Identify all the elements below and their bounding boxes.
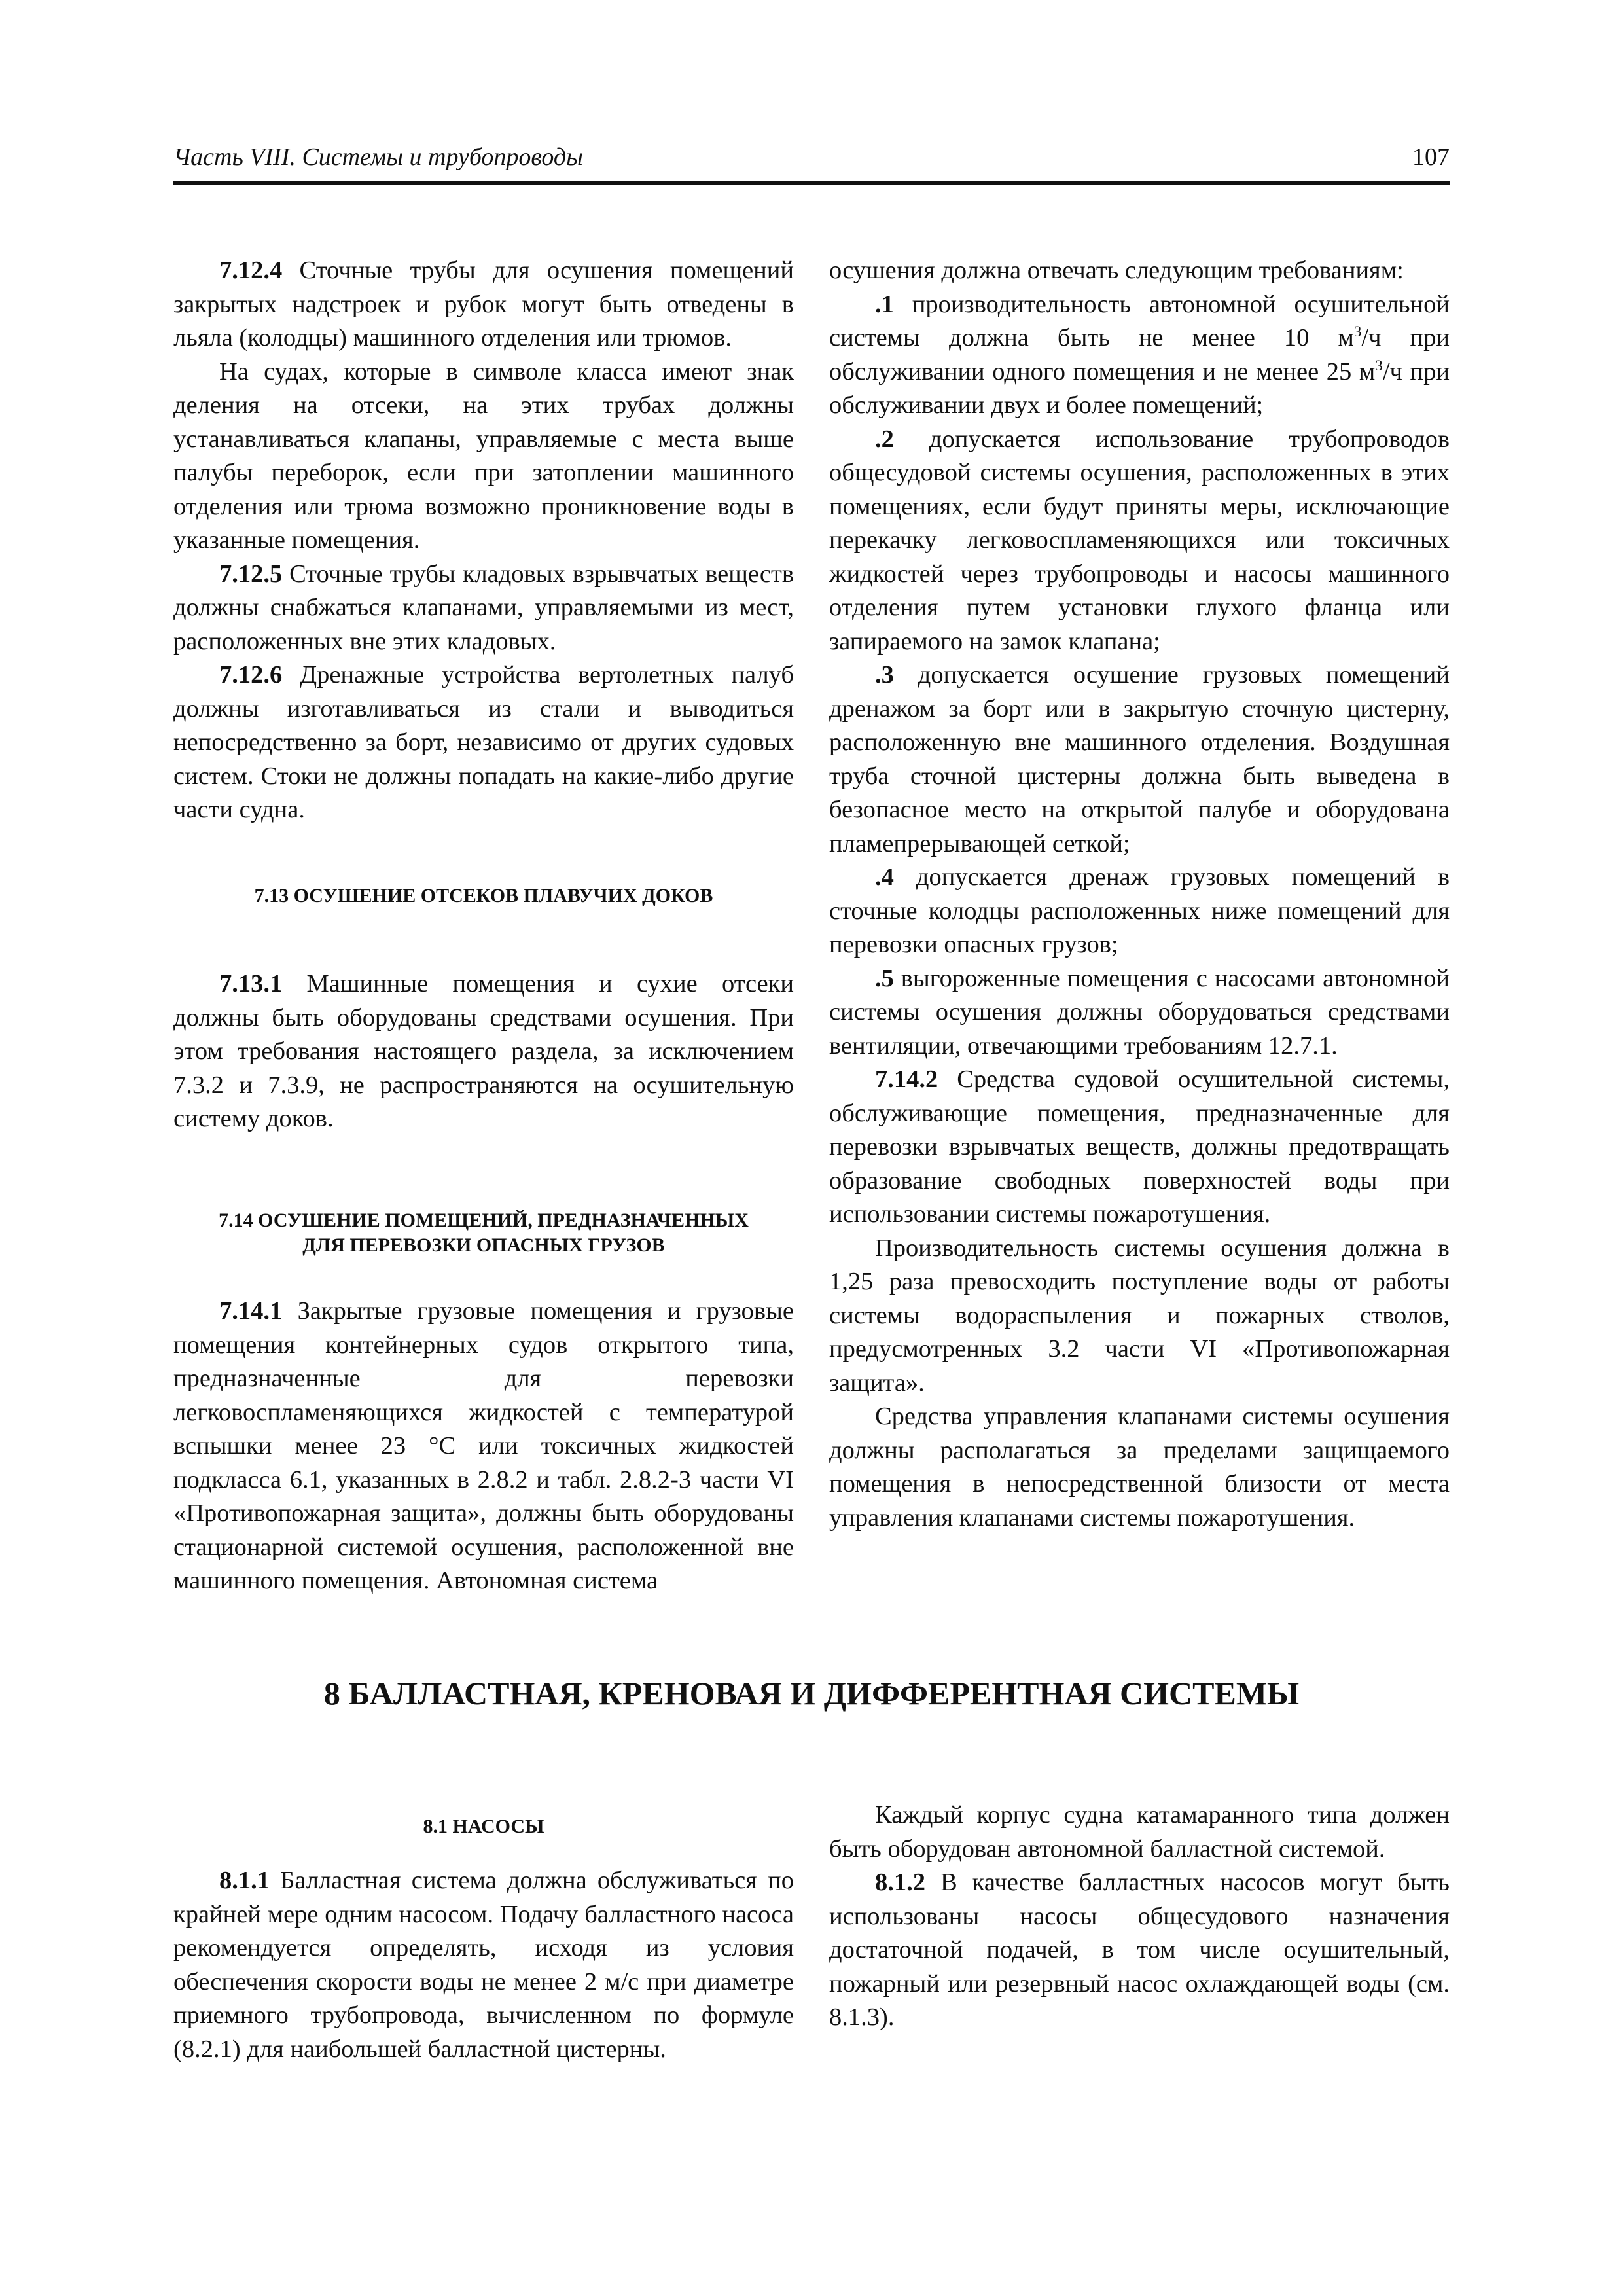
clause-number: 7.14.1 [219, 1297, 283, 1325]
section-heading-7-13: 7.13 ОСУШЕНИЕ ОТСЕКОВ ПЛАВУЧИХ ДОКОВ [254, 885, 713, 906]
clause-number: 8.1.2 [875, 1869, 925, 1896]
paragraph-7-14-1 [173, 1295, 794, 1598]
item-text: допускается использование трубопроводов общесудовой системы осушения, расположенных в этих помещениях, если будут приняты меры, исключающие перекачку легковоспламеняющихся или токсичных жидкостей через трубопроводы и насосы машинного отделения путем установки глухого фланца или запираемого на замок клапана; [829, 425, 1450, 655]
running-title: Часть VIII. Системы и трубопроводы [173, 143, 583, 171]
item-text: допускается осушение грузовых помещений дренажом за борт или в закрытую сточную цистерну, расположенную вне машинного отделения. Воздушная труба сточной цистерны должна быть выведена в безопасное место на открытой палубе и оборудована пламепрерывающей сеткой; [829, 661, 1450, 857]
list-item-1 [829, 288, 1450, 423]
heading-line: 7.14 ОСУШЕНИЕ ПОМЕЩЕНИЙ, ПРЕДНАЗНАЧЕННЫХ [219, 1210, 749, 1231]
page-header [173, 143, 1450, 185]
paragraph-8-1-1 [173, 1864, 794, 2066]
left-column-7-14 [173, 1295, 794, 1598]
section-heading-7-14 [173, 1208, 794, 1258]
paragraph: На судах, которые в символе класса имеют знак деления на отсеки, на этих трубах должны устанавливаться клапаны, управляемые с места выше палубы переборок, если при затоплении машинного отделения или трюма возможно проникновение воды в указанные помещения. [173, 357, 794, 554]
item-text: выгороженные помещения с насосами автономной системы осушения должны оборудоваться средствами вентиляции, отвечающими требованиям 12.7.1. [829, 964, 1450, 1060]
clause-number: 7.12.6 [219, 661, 283, 689]
paragraph-text: Дренажные устройства вертолетных палуб должны изготавливаться из стали и выводиться непосредственно за борт, независимо от других судовых систем. Стоки не должны попадать на какие-либо другие части судна. [173, 661, 794, 823]
paragraph-7-14-2 [829, 1063, 1450, 1232]
item-text: /ч при обслуживании двух и более помещений; [829, 357, 1450, 419]
item-text: допускается дренаж грузовых помещений в сточные колодцы расположенных ниже помещений для перевозки опасных грузов; [829, 863, 1450, 958]
item-number: .4 [875, 863, 894, 891]
clause-number: 7.12.5 [219, 560, 283, 588]
left-column-8-1 [173, 1864, 794, 2066]
paragraph: Производительность системы осушения должна в 1,25 раза превосходить поступление воды от работы системы водораспыления и пожарных стволов, предусмотренных 3.2 части VI «Противопожарная защита». [829, 1234, 1450, 1397]
section-heading-8-1: 8.1 НАСОСЫ [423, 1816, 544, 1837]
paragraph-text: В качестве балластных насосов могут быть использованы насосы общесудового назначения достаточной подачей, в том числе осушительный, пожарный или резервный насос охлаждающей воды (см. 8.1.3). [829, 1869, 1450, 2031]
superscript: 3 [1375, 356, 1383, 374]
paragraph: Средства управления клапанами системы осушения должны располагаться за пределами защищаемого помещения в непосредственной близости от места управления клапанами системы пожаротушения. [829, 1403, 1450, 1532]
left-column-top [173, 254, 794, 827]
clause-number: 7.14.2 [875, 1066, 938, 1093]
paragraph-continuation: осушения должна отвечать следующим требованиям: [829, 257, 1404, 284]
item-text: /ч при обслуживании одного помещения и не менее 25 м [829, 324, 1450, 386]
list-item-2 [829, 423, 1450, 659]
item-number: .1 [875, 290, 894, 318]
paragraph: Каждый корпус судна катамаранного типа должен быть оборудован автономной балластной системой. [829, 1801, 1450, 1863]
paragraph-7-12-4 [173, 254, 794, 355]
paragraph-8-1-2 [829, 1866, 1450, 2035]
item-text: производительность автономной осушительной системы должна быть не менее 10 м [829, 290, 1450, 351]
clause-number: 7.12.4 [219, 257, 283, 284]
superscript: 3 [1353, 323, 1362, 340]
item-number: .3 [875, 661, 894, 689]
clause-number: 7.13.1 [219, 970, 283, 997]
paragraph-text: Закрытые грузовые помещения и грузовые помещения контейнерных судов открытого типа, предназначенные для перевозки легковоспламеняющихся жидкостей с температурой вспышки менее 23 °C или токсичных жидкостей подкласса 6.1, указанных в 2.8.2 и табл. 2.8.2-3 части VI «Противопожарная защита», должны быть оборудованы стационарной системой осушения, расположенной вне машинного помещения. Автономная система [173, 1297, 794, 1594]
paragraph-text: Средства судовой осушительной системы, обслуживающие помещения, предназначенные для перевозки взрывчатых веществ, должны предотвращать образование свободных поверхностей воды при использовании системы пожаротушения. [829, 1066, 1450, 1228]
list-item-3 [829, 658, 1450, 861]
clause-number: 8.1.1 [219, 1867, 270, 1894]
item-number: .5 [875, 964, 894, 992]
paragraph-text: Сточные трубы кладовых взрывчатых веществ должны снабжаться клапанами, управляемыми из мест, расположенных вне этих кладовых. [173, 560, 794, 655]
paragraph-text: Машинные помещения и сухие отсеки должны быть оборудованы средствами осушения. При этом требования настоящего раздела, за исключением 7.3.2 и 7.3.9, не распространяются на осушительную систему доков. [173, 970, 794, 1132]
item-number: .2 [875, 425, 894, 453]
paragraph-7-12-5 [173, 558, 794, 659]
paragraph-text: Сточные трубы для осушения помещений закрытых надстроек и рубок могут быть отведены в льяла (колодцы) машинного отделения или трюмов. [173, 257, 794, 351]
list-item-4 [829, 861, 1450, 962]
list-item-5 [829, 962, 1450, 1064]
chapter-title: 8 БАЛЛАСТНАЯ, КРЕНОВАЯ И ДИФФЕРЕНТНАЯ СИСТЕМЫ [323, 1675, 1300, 1712]
heading-line: ДЛЯ ПЕРЕВОЗКИ ОПАСНЫХ ГРУЗОВ [302, 1234, 665, 1256]
paragraph-7-12-6 [173, 658, 794, 827]
right-column-top [829, 254, 1450, 1535]
right-column-8-1 [829, 1799, 1450, 2035]
paragraph-text: Балластная система должна обслуживаться по крайней мере одним насосом. Подачу балластного насоса рекомендуется определять, исходя из условия обеспечения скорости воды не менее 2 м/с при диаметре приемного трубопровода, вычисленном по формуле (8.2.1) для наибольшей балластной цистерны. [173, 1867, 794, 2063]
page-number: 107 [1412, 143, 1450, 171]
left-column-7-13 [173, 967, 794, 1136]
paragraph-7-13-1 [173, 967, 794, 1136]
